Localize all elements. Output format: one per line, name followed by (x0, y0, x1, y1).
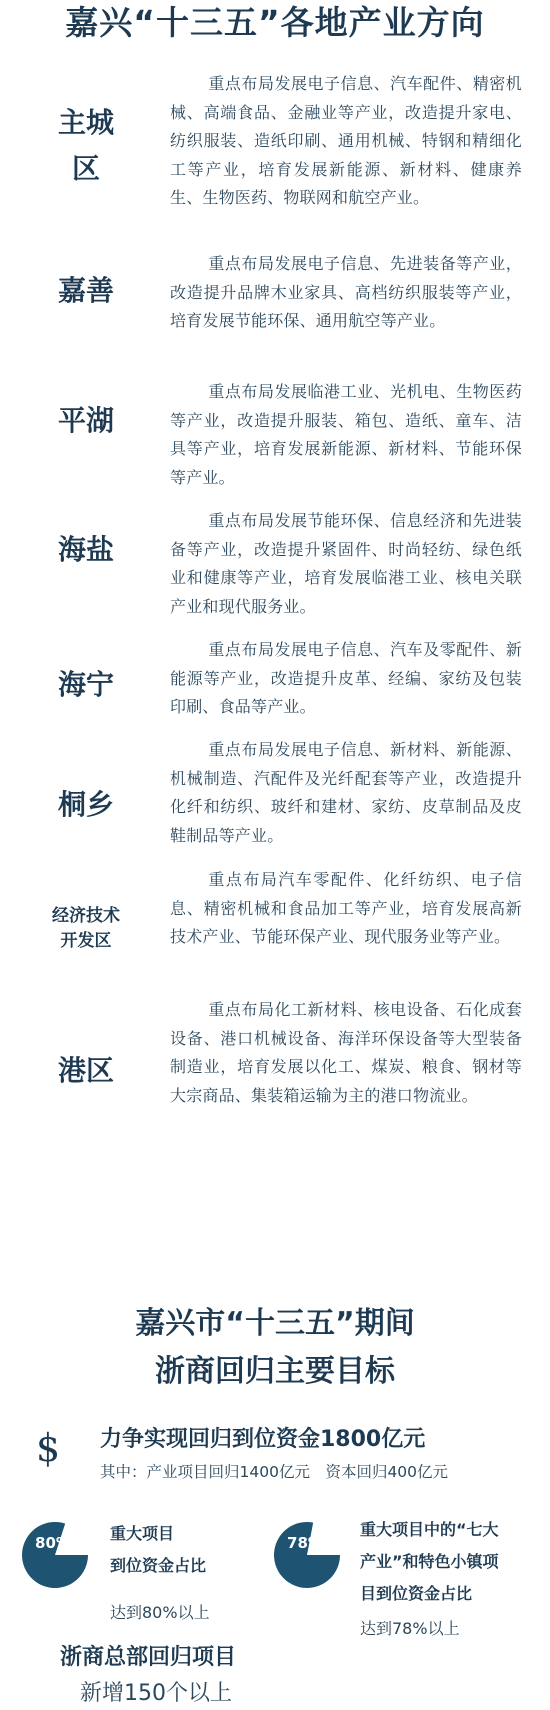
stat-label-line: 产业”和特色小镇项 (360, 1552, 499, 1571)
stat-value: 达到78%以上 (360, 1619, 460, 1638)
region-description: 重点布局发展临港工业、光机电、生物医药等产业，改造提升服装、箱包、造纸、童车、洁具等产业，培育发展新能源、新材料、节能环保等产业。 (170, 382, 522, 487)
stat-label-line: 目到位资金占比 (360, 1584, 473, 1603)
region-description: 重点布局汽车零配件、化纤纺织、电子信息、精密机械和食品加工等产业，培育发展高新技术产业、节能环保产业、现代服务业等产业。 (170, 870, 522, 946)
pie-slice (274, 1522, 340, 1588)
region-description: 重点布局发展节能环保、信息经济和先进装备等产业，改造提升紧固件、时尚轻纺、绿色纸业和健康等产业，培育发展临港工业、核电关联产业和现代服务业。 (170, 511, 522, 616)
goal-sub: 其中：产业项目回归1400亿元 资本回归400亿元 (100, 1463, 449, 1481)
pie-slice (22, 1522, 88, 1588)
page-title: 嘉兴“十三五”各地产业方向 (65, 3, 485, 42)
stat-label-line: 重大项目中的“七大 (360, 1520, 499, 1539)
region-description: 重点布局发展电子信息、汽车及零配件、新能源等产业，改造提升皮革、经编、家纺及包装印刷、食品等产业。 (170, 640, 522, 716)
region-description: 重点布局发展电子信息、新材料、新能源、机械制造、汽配件及光纤配套等产业，改造提升化纤和纺织、玻纤和建材、家纺、皮草制品及皮鞋制品等产业。 (170, 740, 522, 845)
pie-label: 78% (287, 1534, 323, 1552)
dollar-icon: $ (36, 1426, 61, 1470)
pie-chart-78 (272, 1520, 342, 1590)
stat-label (110, 1518, 206, 1582)
region-description: 重点布局发展电子信息、先进装备等产业，改造提升品牌木业家具、高档纺织服装等产业，培育发展节能环保、通用航空等产业。 (170, 254, 522, 330)
stat-label (360, 1514, 499, 1610)
stat-label-line: 重大项目 (110, 1524, 175, 1543)
region-name-text: 主城区 (58, 106, 115, 185)
stat-label-line: 到位资金占比 (110, 1556, 207, 1575)
region-name: 海盐 (57, 533, 114, 566)
region-name: 港区 (57, 1054, 114, 1087)
section2-title (0, 1300, 550, 1396)
region-description: 重点布局化工新材料、核电设备、石化成套设备、港口机械设备、海洋环保设备等大型装备制造业，培育发展以化工、煤炭、粮食、钢材等大宗商品、集装箱运输为主的港口物流业。 (170, 1000, 522, 1105)
section2-title-line2: 浙商回归主要目标 (155, 1354, 395, 1389)
pie-chart-80 (20, 1520, 90, 1590)
region-name: 嘉善 (57, 274, 114, 307)
hq-title: 浙商总部回归项目 (60, 1645, 237, 1670)
section2-title-line1: 嘉兴市“十三五”期间 (135, 1306, 415, 1341)
pie-label: 80% (35, 1534, 71, 1552)
region-name-text: 经济技术开发区 (52, 906, 120, 951)
region-name: 桐乡 (57, 788, 114, 821)
region-name: 海宁 (57, 668, 114, 701)
region-name: 平湖 (57, 404, 114, 437)
region-description: 重点布局发展电子信息、汽车配件、精密机械、高端食品、金融业等产业，改造提升家电、纺织服装、造纸印刷、通用机械、特钢和精细化工等产业，培育发展新能源、新材料、健康养生、生物医药、物联网和航空产业。 (170, 74, 522, 207)
hq-value: 新增150个以上 (80, 1681, 232, 1706)
stat-value: 达到80%以上 (110, 1603, 210, 1622)
goal-main: 力争实现回归到位资金1800亿元 (100, 1427, 426, 1452)
region-name (30, 100, 142, 192)
region-name (30, 904, 142, 954)
